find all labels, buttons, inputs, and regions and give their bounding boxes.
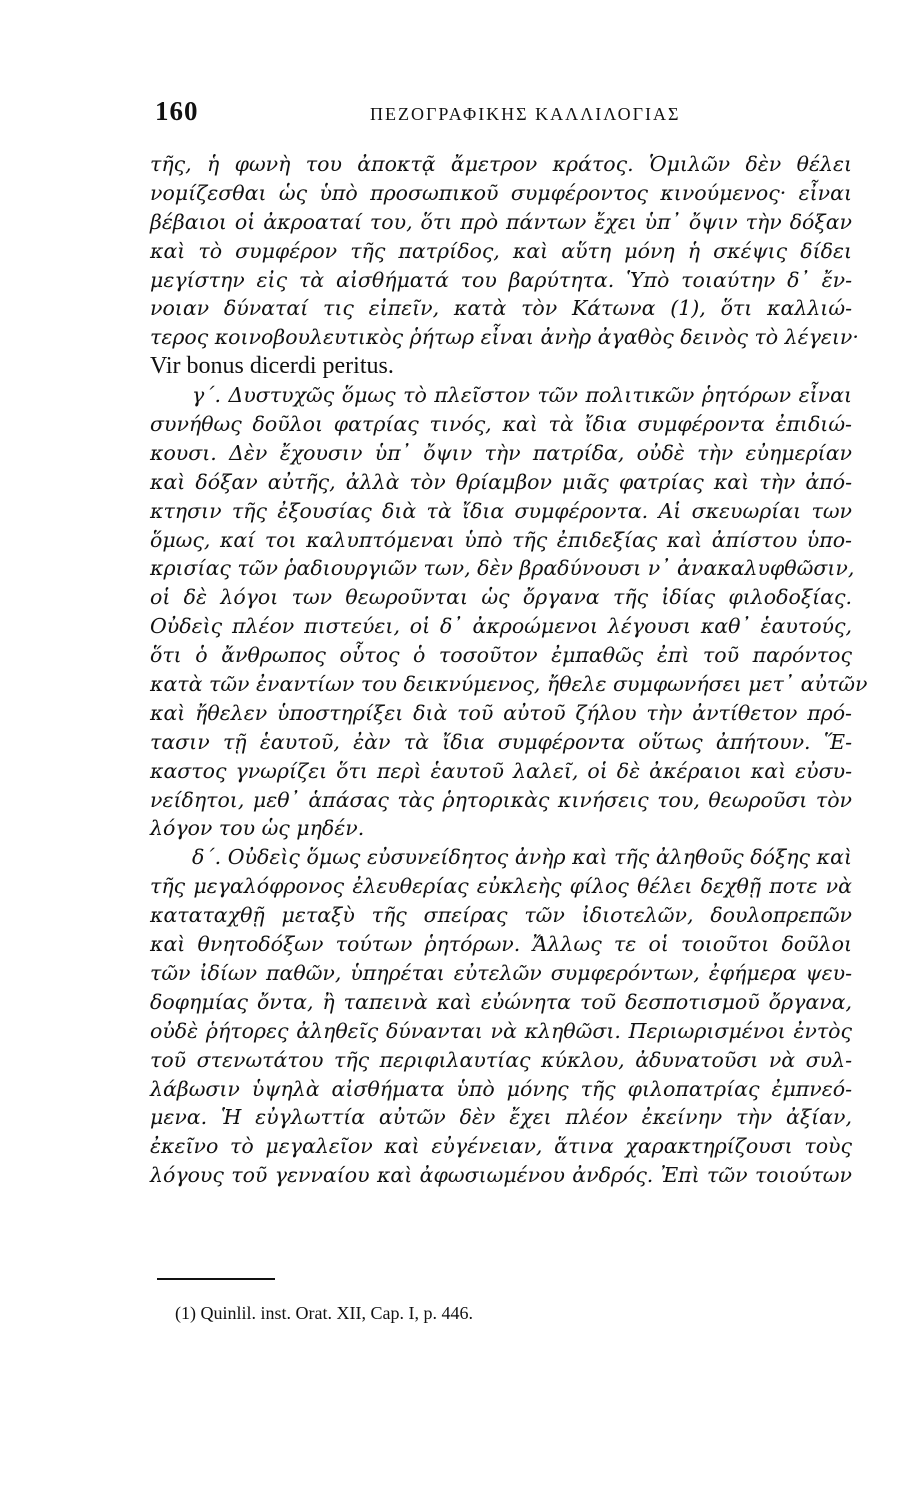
text-line: λάβωσιν ὑψηλὰ αἰσθήματα ὑπὸ μόνης τῆς φιλοπατρίας ἐμπνεό- — [150, 1076, 852, 1101]
text-line: ὅμως, καί τοι καλυπτόμεναι ὑπὸ τῆς ἐπιδεξίας καὶ ἀπίστου ὑπο- — [150, 527, 852, 552]
text-line: κατὰ τῶν ἐναντίων του δεικνύμενος, ἤθελε συμφωνήσει μετ᾽ αὐτῶν — [150, 672, 868, 697]
text-line: τῶν ἰδίων παθῶν, ὑπηρέται εὐτελῶν συμφερόντων, ἐφήμερα ψευ- — [150, 960, 852, 985]
text-line: συνήθως δοῦλοι φατρίας τινός, καὶ τὰ ἴδια συμφέροντα ἐπιδιώ- — [150, 412, 852, 437]
text-line: οὐδὲ ῥήτορες ἀληθεῖς δύνανται νὰ κληθῶσι. Περιωρισμένοι ἐντὸς — [150, 1018, 852, 1043]
paragraph-start-line: γ΄. Δυστυχῶς ὅμως τὸ πλεῖστον τῶν πολιτικῶν ῥητόρων εἶναι — [192, 383, 852, 408]
text-line: κτησιν τῆς ἐξουσίας διὰ τὰ ἴδια συμφέροντα. Αἱ σκευωρίαι των — [150, 498, 852, 523]
text-line: βέβαιοι οἱ ἀκροαταί του, ὅτι πρὸ πάντων ἔχει ὑπ᾽ ὄψιν τὴν δόξαν — [150, 209, 852, 234]
text-line: καὶ τὸ συμφέρον τῆς πατρίδος, καὶ αὕτη μόνη ἡ σκέψις δίδει — [150, 238, 852, 263]
text-line: οἱ δὲ λόγοι των θεωροῦνται ὡς ὄργανα τῆς ἰδίας φιλοδοξίας. — [150, 585, 852, 610]
text-line: κουσι. Δὲν ἔχουσιν ὑπ᾽ ὄψιν τὴν πατρίδα, οὐδὲ τὴν εὐημερίαν — [150, 440, 852, 465]
body-text — [150, 150, 868, 1190]
text-line: κρισίας τῶν ῥαδιουργιῶν των, δὲν βραδύνουσι ν᾽ ἀνακαλυφθῶσιν, — [150, 556, 855, 581]
text-line: τοῦ στενωτάτου τῆς περιφιλαυτίας κύκλου, ἀδυνατοῦσι νὰ συλ- — [150, 1047, 852, 1072]
footnote: (1) Quinlil. inst. Orat. XII, Cap. I, p. 446. — [175, 1303, 473, 1323]
text-line: ἐκεῖνο τὸ μεγαλεῖον καὶ εὐγένειαν, ἅτινα χαρακτηρίζουσι τοὺς — [150, 1134, 852, 1159]
text-line: νείδητοι, μεθ᾽ ἁπάσας τὰς ῥητορικὰς κινήσεις του, θεωροῦσι τὸν — [150, 787, 852, 812]
page-header — [155, 96, 855, 130]
text-line: καὶ ἤθελεν ὑποστηρίξει διὰ τοῦ αὐτοῦ ζήλου τὴν ἀντίθετον πρό- — [150, 700, 852, 725]
text-line: τῆς μεγαλόφρονος ἐλευθερίας εὐκλεὴς φίλος θέλει δεχθῇ ποτε νὰ — [150, 874, 852, 899]
text-line: λόγον του ὡς μηδέν. — [150, 816, 365, 841]
footnote-rule — [157, 1278, 275, 1280]
text-line: Οὐδεὶς πλέον πιστεύει, οἱ δ᾽ ἀκροώμενοι λέγουσι καθ᾽ ἑαυτούς, — [150, 614, 852, 639]
text-line: λόγους τοῦ γενναίου καὶ ἀφωσιωμένου ἀνδρός. Ἐπὶ τῶν τοιούτων — [150, 1163, 852, 1188]
text-line: καὶ θνητοδόξων τούτων ῥητόρων. Ἄλλως τε οἱ τοιοῦτοι δοῦλοι — [150, 932, 852, 957]
latin-quote-line: Vir bonus dicerdi peritus. — [150, 353, 394, 380]
text-line: τασιν τῇ ἑαυτοῦ, ἐὰν τὰ ἴδια συμφέροντα οὕτως ἀπήτουν. Ἕ- — [150, 729, 852, 754]
text-line: νοιαν δύναταί τις εἰπεῖν, κατὰ τὸν Κάτωνα (1), ὅτι καλλιώ- — [150, 296, 852, 321]
text-line: τῆς, ἡ φωνὴ του ἀποκτᾷ ἄμετρον κράτος. Ὁμιλῶν δὲν θέλει — [150, 152, 852, 176]
text-line: ὅτι ὁ ἄνθρωπος οὗτος ὁ τοσοῦτον ἐμπαθῶς ἐπὶ τοῦ παρόντος — [150, 643, 852, 668]
text-line: νομίζεσθαι ὡς ὑπὸ προσωπικοῦ συμφέροντος κινούμενος· εἶναι — [150, 180, 852, 205]
paragraph-start-line: δ΄. Οὐδεὶς ὅμως εὐσυνείδητος ἀνὴρ καὶ τῆς ἀληθοῦς δόξης καὶ — [192, 845, 852, 870]
running-title: ΠΕΖΟΓΡΑΦΙΚΗΣ ΚΑΛΛΙΛΟΓΙΑΣ — [370, 104, 681, 124]
text-line: δοφημίας ὄντα, ἢ ταπεινὰ καὶ εὐώνητα τοῦ δεσποτισμοῦ ὄργανα, — [150, 989, 852, 1014]
page-number: 160 — [155, 96, 199, 126]
text-line: τερος κοινοβουλευτικὸς ῥήτωρ εἶναι ἀνὴρ ἀγαθὸς δεινὸς τὸ λέγειν· — [150, 325, 859, 350]
text-line: μεγίστην εἰς τὰ αἰσθήματά του βαρύτητα. Ὑπὸ τοιαύτην δ᾽ ἔν- — [150, 267, 852, 292]
text-line: καὶ δόξαν αὐτῆς, ἀλλὰ τὸν θρίαμβον μιᾶς φατρίας καὶ τὴν ἀπό- — [150, 469, 852, 494]
text-line: καστος γνωρίζει ὅτι περὶ ἑαυτοῦ λαλεῖ, οἱ δὲ ἀκέραιοι καὶ εὐσυ- — [150, 758, 852, 783]
text-line: μενα. Ἡ εὐγλωττία αὐτῶν δὲν ἔχει πλέον ἐκείνην τὴν ἀξίαν, — [150, 1105, 852, 1130]
text-line: καταταχθῇ μεταξὺ τῆς σπείρας τῶν ἰδιοτελῶν, δουλοπρεπῶν — [150, 903, 852, 928]
